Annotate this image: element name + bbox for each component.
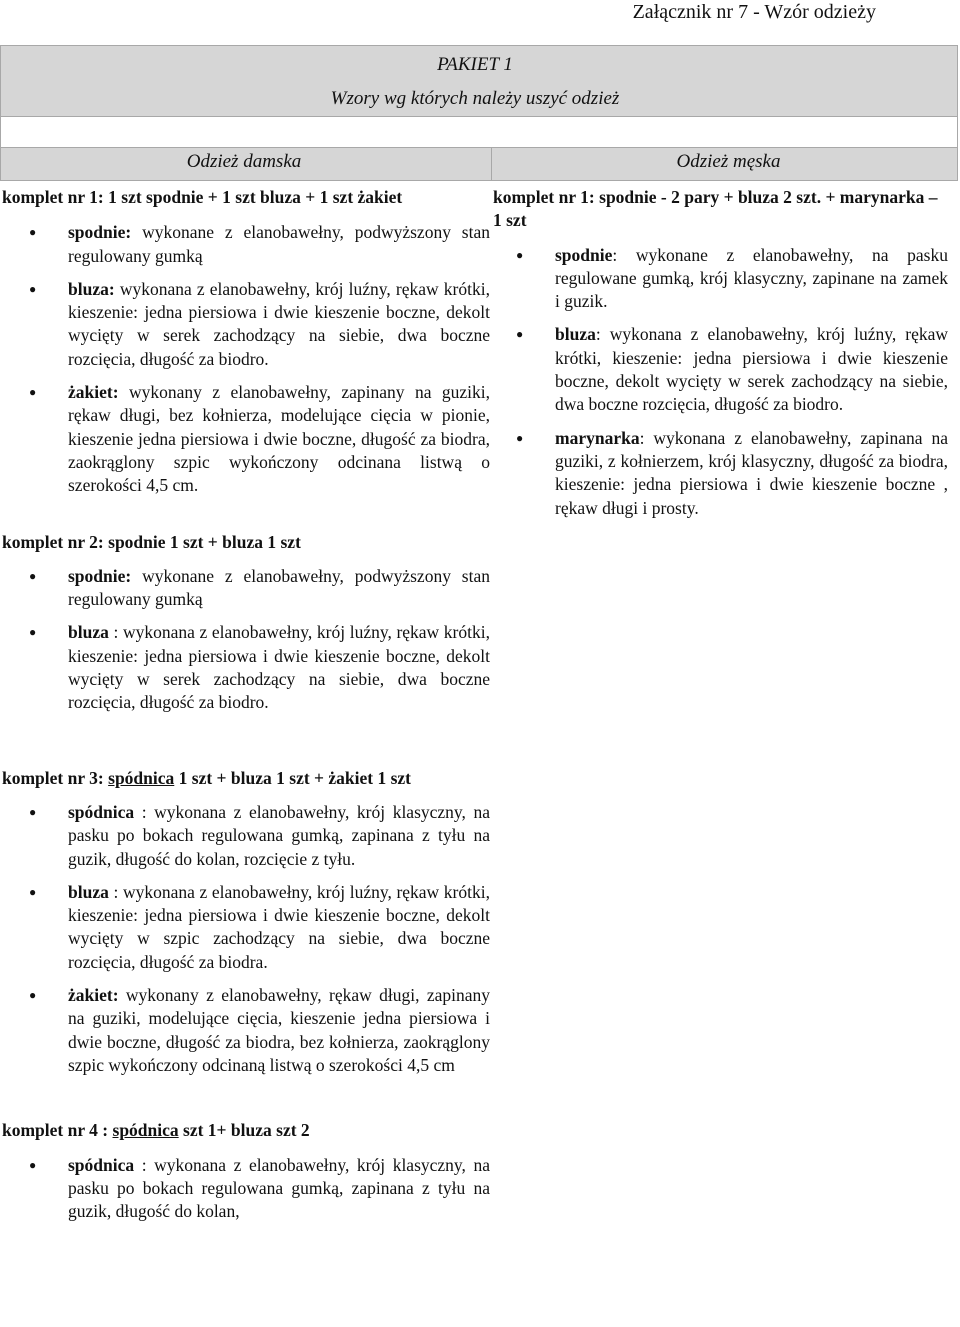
- item-text: : wykonane z elanobawełny, na pasku regulowane gumką, krój klasyczny, zapinane na zamek i guzik.: [555, 244, 948, 312]
- item-text: wykonany z elanobawełny, zapinany na guziki, rękaw długi, bez kołnierza, modelujące cięcia w pionie, kieszenie jedna piersiowa i dwie boczne, długość za biodra, zaokrąglony szpic wykończony odcinana listwą o szerokości 4,5 cm.: [68, 382, 490, 496]
- list-item: [2, 221, 490, 268]
- item-term: spódnica: [68, 1154, 135, 1175]
- set-3-title-b: 1 szt + bluza 1 szt + żakiet 1 szt: [174, 767, 411, 788]
- item-text: : wykonana z elanobawełny, krój luźny, rękaw krótki, kieszenie: jedna piersiowa i dwie kieszenie boczne, dekolt wycięty w serek zachodzący na siebie, dwa boczne rozcięcia, długość za biodro.: [68, 622, 490, 713]
- list-item: [2, 881, 490, 974]
- item-text: : wykonana z elanobawełny, krój klasyczny, na pasku po bokach regulowana gumką, zapinana z tyłu na guzik, długość do kolan,: [68, 1154, 490, 1222]
- item-text: wykonany z elanobawełny, rękaw długi, zapinany na guziki, modelujące cięcia, kieszenie jedna piersiowa i dwie boczne, długość za biodra, bez kołnierza, zaokrąglony szpic wykończony odcinaną listwą o szerokości 4,5 cm: [68, 985, 490, 1075]
- item-term: marynarka: [555, 427, 640, 448]
- men-set-1-title: komplet nr 1: spodnie - 2 pary + bluza 2 szt. + marynarka – 1 szt: [493, 187, 938, 231]
- list-item: [2, 801, 490, 871]
- list-item: [2, 621, 490, 714]
- set-4-list: [2, 1154, 490, 1224]
- set-4-title-a: komplet nr 4 :: [2, 1120, 113, 1141]
- list-item: [2, 984, 490, 1077]
- women-column-header: [0, 147, 492, 181]
- men-set-1-list: [493, 244, 948, 520]
- set-2-title: komplet nr 2: spodnie 1 szt + bluza 1 szt: [2, 531, 301, 552]
- men-header-label: Odzież męska: [676, 151, 781, 172]
- item-term: żakiet:: [68, 382, 119, 403]
- item-text: wykonana z elanobawełny, krój luźny, rękaw krótki, kieszenie: jedna piersiowa i dwie kieszenie boczne, dekolt wycięty w serek zachodzący na siebie, dwa boczne rozcięcia, długość za biodro.: [68, 278, 490, 369]
- item-text: wykonane z elanobawełny, podwyższony stan regulowany gumką: [68, 222, 490, 266]
- item-term: spódnica: [68, 801, 135, 822]
- men-column-header: [491, 147, 958, 181]
- item-text: : wykonana z elanobawełny, krój luźny, rękaw krótki, kieszenie: jedna piersiowa i dwie kieszenie boczne, dekolt wycięty w serek zachodzący na siebie, dwa boczne rozcięcia, długość za biodro.: [555, 324, 948, 415]
- list-item: [2, 1154, 490, 1224]
- item-term: bluza:: [68, 278, 115, 299]
- list-item: [493, 244, 948, 314]
- package-subtitle: Wzory wg których należy uszyć odzież: [330, 88, 620, 109]
- men-column: [493, 186, 948, 520]
- set-4-title: [2, 1119, 490, 1142]
- set-3-title-a: komplet nr 3:: [2, 767, 109, 788]
- women-column: [2, 186, 490, 1223]
- item-term: żakiet:: [68, 985, 119, 1006]
- list-item: [493, 427, 948, 520]
- women-header-label: Odzież damska: [186, 151, 302, 172]
- item-term: bluza: [68, 622, 109, 643]
- set-3-list: [2, 801, 490, 1077]
- set-1-title: komplet nr 1: 1 szt spodnie + 1 szt bluza + 1 szt żakiet: [2, 187, 403, 207]
- item-term: bluza: [68, 881, 109, 902]
- item-term: bluza: [555, 324, 596, 345]
- package-header: [0, 45, 958, 117]
- item-text: wykonane z elanobawełny, podwyższony stan regulowany gumką: [68, 565, 490, 610]
- set-4-title-underlined: spódnica: [112, 1120, 179, 1141]
- list-item: [2, 278, 490, 371]
- package-title: PAKIET 1: [437, 54, 513, 75]
- list-item: [2, 565, 490, 612]
- item-term: spodnie:: [68, 222, 132, 243]
- set-1-list: [2, 221, 490, 497]
- item-text: : wykonana z elanobawełny, krój luźny, rękaw krótki, kieszenie: jedna piersiowa i dwie kieszenie boczne, dekolt wycięty w szpic zachodzący na siebie, dwa boczne rozcięcia, długość za biodra.: [68, 881, 490, 972]
- set-3-title-underlined: spódnica: [108, 767, 175, 788]
- empty-row: [0, 116, 958, 148]
- list-item: [493, 323, 948, 416]
- item-term: spodnie:: [68, 565, 132, 586]
- set-4-title-b: szt 1+ bluza szt 2: [178, 1120, 310, 1141]
- set-2-list: [2, 565, 490, 715]
- set-3-title: [2, 767, 490, 790]
- list-item: [2, 381, 490, 497]
- attachment-title: Załącznik nr 7 - Wzór odzieży: [632, 1, 876, 23]
- item-text: : wykonana z elanobawełny, krój klasyczny, na pasku po bokach regulowana gumką, zapinana z tyłu na guzik, długość do kolan, rozcięcie z tyłu.: [68, 801, 490, 869]
- item-text: : wykonana z elanobawełny, zapinana na guziki, z kołnierzem, krój klasyczny, długość za biodra, kieszenie: jedna piersiowa i dwie kieszenie boczne , rękaw długi i prosty.: [555, 427, 948, 518]
- item-term: spodnie: [555, 244, 613, 265]
